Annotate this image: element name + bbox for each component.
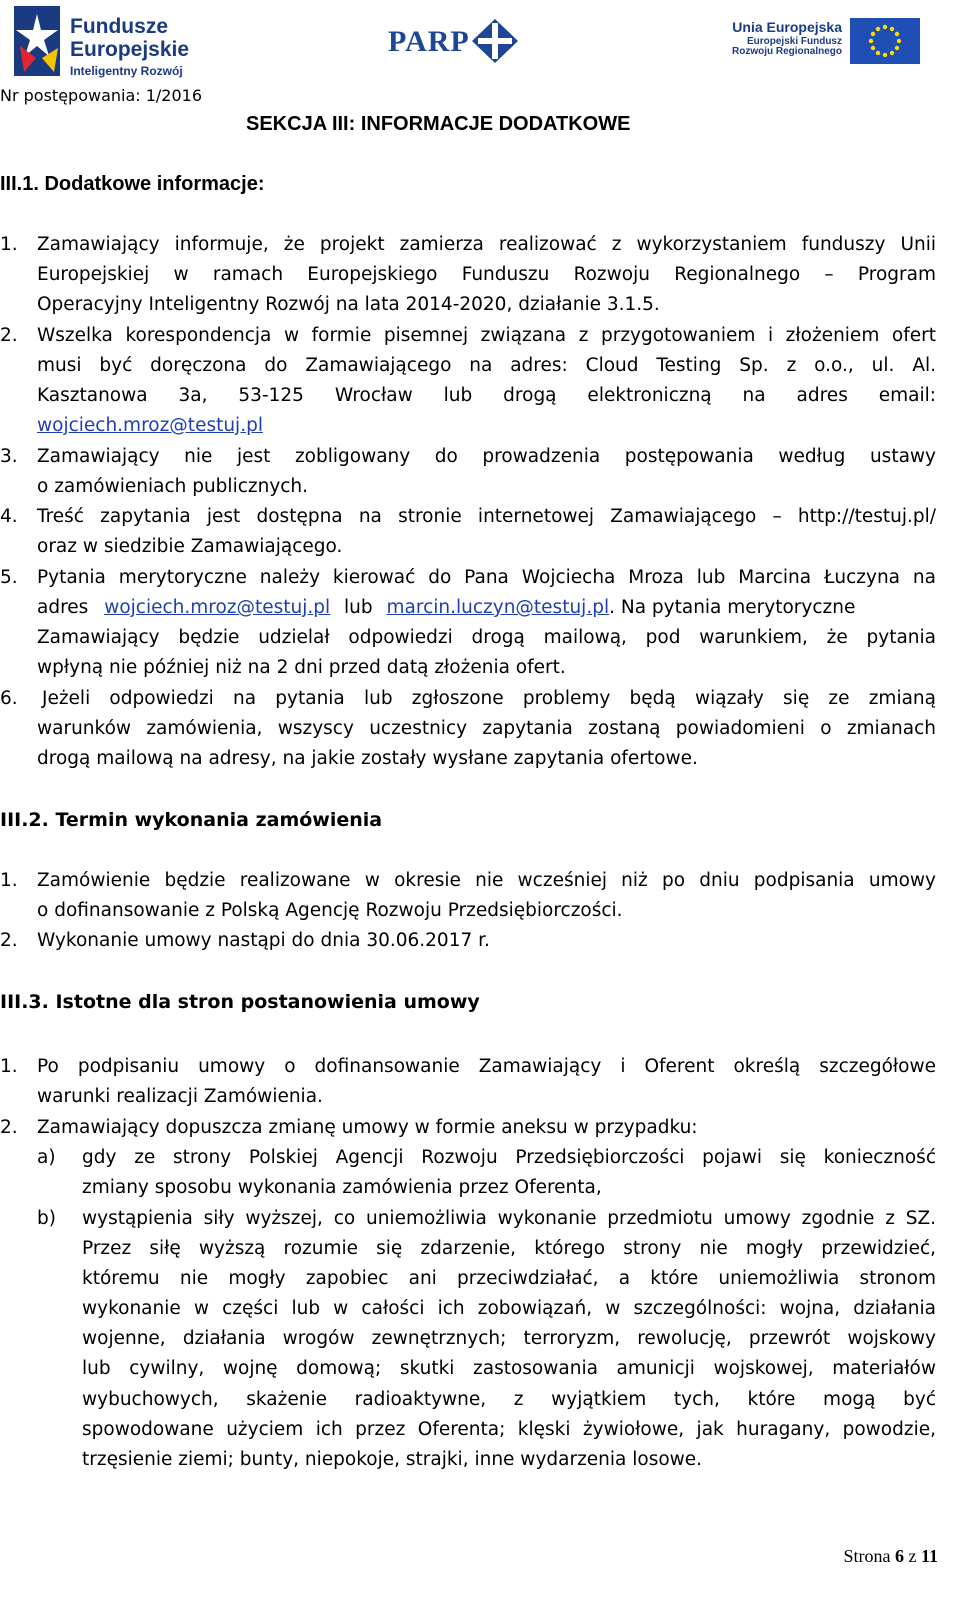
eu-logo-line1: Unia Europejska (732, 19, 842, 35)
paragraph-line: któremu nie mogły zapobiec ani przeciwdziałać, a które uniemożliwia stronom (82, 1268, 936, 1289)
email-link-wojciech[interactable]: wojciech.mroz@testuj.pl (104, 597, 331, 618)
paragraph-line: wojenne, działania wrogów zewnętrznych; terroryzm, rewolucję, przewrót wojskowy (82, 1328, 936, 1349)
paragraph-line: Europejskiej w ramach Europejskiego Funduszu Rozwoju Regionalnego – Program (37, 264, 936, 285)
parp-logo-text: PARP (388, 25, 470, 58)
item-number: 5. (0, 567, 18, 588)
total-page-count: 11 (920, 1546, 938, 1566)
fe-star-icon (14, 6, 60, 76)
fe-logo-line3: Inteligentny Rozwój (70, 64, 183, 78)
item-number: 6. (0, 688, 18, 709)
current-page-number: 6 (894, 1546, 904, 1566)
item-number: 4. (0, 506, 18, 527)
paragraph-line: Kasztanowa 3a, 53-125 Wrocław lub drogą elektroniczną na adres email: (37, 385, 936, 406)
paragraph-line: Przez siłę wyższą rozumie się zdarzenie, którego strony nie mogły przewidzieć, (82, 1238, 936, 1259)
item-number: 1. (0, 870, 18, 891)
paragraph-line: o zamówieniach publicznych. (37, 476, 309, 497)
item-number: 2. (0, 1117, 18, 1138)
paragraph-line: o dofinansowanie z Polską Agencję Rozwoju Przedsiębiorczości. (37, 900, 623, 921)
paragraph-line: lub cywilny, wojnę domową; skutki zastosowania amunicji wojskowej, materiałów (82, 1358, 936, 1379)
paragraph-line: zmiany sposobu wykonania zamówienia przez Oferenta, (82, 1177, 602, 1198)
subsection-title-3: III.3. Istotne dla stron postanowienia umowy (0, 991, 480, 1013)
paragraph-line: Jeżeli odpowiedzi na pytania lub zgłoszone problemy będą wiązały się ze zmianą (42, 688, 936, 709)
paragraph-line: spowodowane użyciem ich przez Oferenta; klęski żywiołowe, jak huragany, powodzie, (82, 1419, 936, 1440)
fe-logo-line2: Europejskie (70, 38, 190, 61)
paragraph-line: Treść zapytania jest dostępna na stronie internetowej Zamawiającego – http://testuj.pl/ (37, 506, 936, 527)
paragraph-line: Zamawiający dopuszcza zmianę umowy w formie aneksu w przypadku: (37, 1117, 698, 1138)
page-footer (843, 1546, 938, 1567)
paragraph-line: oraz w siedzibie Zamawiającego. (37, 536, 343, 557)
footer-separator: z (903, 1546, 921, 1566)
fundusze-europejskie-logo (14, 6, 194, 76)
section-title: SEKCJA III: INFORMACJE DODATKOWE (246, 113, 631, 135)
paragraph-line: trzęsienie ziemi; bunty, niepokoje, strajki, inne wydarzenia losowe. (82, 1449, 703, 1470)
paragraph-line: Pytania merytoryczne należy kierować do Pana Wojciecha Mroza lub Marcina Łuczyna na (37, 567, 936, 588)
reference-number: Nr postępowania: 1/2016 (0, 86, 203, 105)
text-fragment: . Na pytania merytoryczne (609, 597, 856, 618)
paragraph-line: wystąpienia siły wyższej, co uniemożliwia wykonanie przedmiotu umowy zgodnie z SZ. (82, 1208, 936, 1229)
email-link-marcin[interactable]: marcin.luczyn@testuj.pl (386, 597, 610, 618)
text-fragment: adres (37, 597, 95, 618)
item-number: 2. (0, 325, 18, 346)
footer-prefix: Strona (843, 1546, 895, 1566)
paragraph-line: Wszelka korespondencja w formie pisemnej związana z przygotowaniem i złożeniem ofert (37, 325, 936, 346)
paragraph-line: Wykonanie umowy nastąpi do dnia 30.06.2017 r. (37, 930, 490, 951)
subsection-title-1: III.1. Dodatkowe informacje: (0, 173, 265, 195)
parp-logo (388, 17, 528, 65)
eu-logo (712, 18, 932, 68)
paragraph-line: gdy ze strony Polskiej Agencji Rozwoju Przedsiębiorczości pojawi się konieczność (82, 1147, 936, 1168)
paragraph-line: musi być doręczona do Zamawiającego na adres: Cloud Testing Sp. z o.o., ul. Al. (37, 355, 936, 376)
eu-flag-icon (850, 18, 920, 64)
paragraph-line: Po podpisaniu umowy o dofinansowanie Zamawiający i Oferent określą szczegółowe (37, 1056, 936, 1077)
fe-logo-line1: Fundusze (70, 15, 168, 38)
paragraph-line: Zamawiający będzie udzielał odpowiedzi drogą mailową, pod warunkiem, że pytania (37, 627, 936, 648)
paragraph-line: Zamawiający nie jest zobligowany do prowadzenia postępowania według ustawy (37, 446, 936, 467)
item-number: 1. (0, 234, 18, 255)
subitem-label: b) (37, 1208, 56, 1229)
item-number: 3. (0, 446, 18, 467)
subitem-label: a) (37, 1147, 56, 1168)
parp-mark-icon (470, 17, 520, 65)
paragraph-line: drogą mailową na adresy, na jakie zostały wysłane zapytania ofertowe. (37, 748, 698, 769)
paragraph-line: wpłyną nie później niż na 2 dni przed datą złożenia ofert. (37, 657, 566, 678)
paragraph-line: wykonanie w części lub w całości ich zobowiązań, w szczególności: wojna, działania (82, 1298, 936, 1319)
header-logos (0, 0, 960, 85)
paragraph-line-links (37, 593, 855, 623)
paragraph-line: warunków zamówienia, wszyscy uczestnicy zapytania zostaną powiadomieni o zmianach (37, 718, 936, 739)
paragraph-line: Zamawiający informuje, że projekt zamierza realizować z wykorzystaniem funduszy Unii (37, 234, 936, 255)
paragraph-line: wybuchowych, skażenie radioaktywne, z wyjątkiem tych, które mogą być (82, 1389, 936, 1410)
paragraph-line: Operacyjny Inteligentny Rozwój na lata 2014-2020, działanie 3.1.5. (37, 294, 660, 315)
item-number: 1. (0, 1056, 18, 1077)
paragraph-line: Zamówienie będzie realizowane w okresie nie wcześniej niż po dniu podpisania umowy (37, 870, 936, 891)
item-number: 2. (0, 930, 18, 951)
eu-logo-line2: Europejski Fundusz (746, 35, 842, 47)
email-link-wojciech[interactable]: wojciech.mroz@testuj.pl (37, 415, 263, 436)
text-fragment: lub (338, 597, 379, 618)
paragraph-line: warunki realizacji Zamówienia. (37, 1086, 323, 1107)
eu-logo-line3: Rozwoju Regionalnego (732, 46, 842, 58)
subsection-title-2: III.2. Termin wykonania zamówienia (0, 809, 383, 831)
